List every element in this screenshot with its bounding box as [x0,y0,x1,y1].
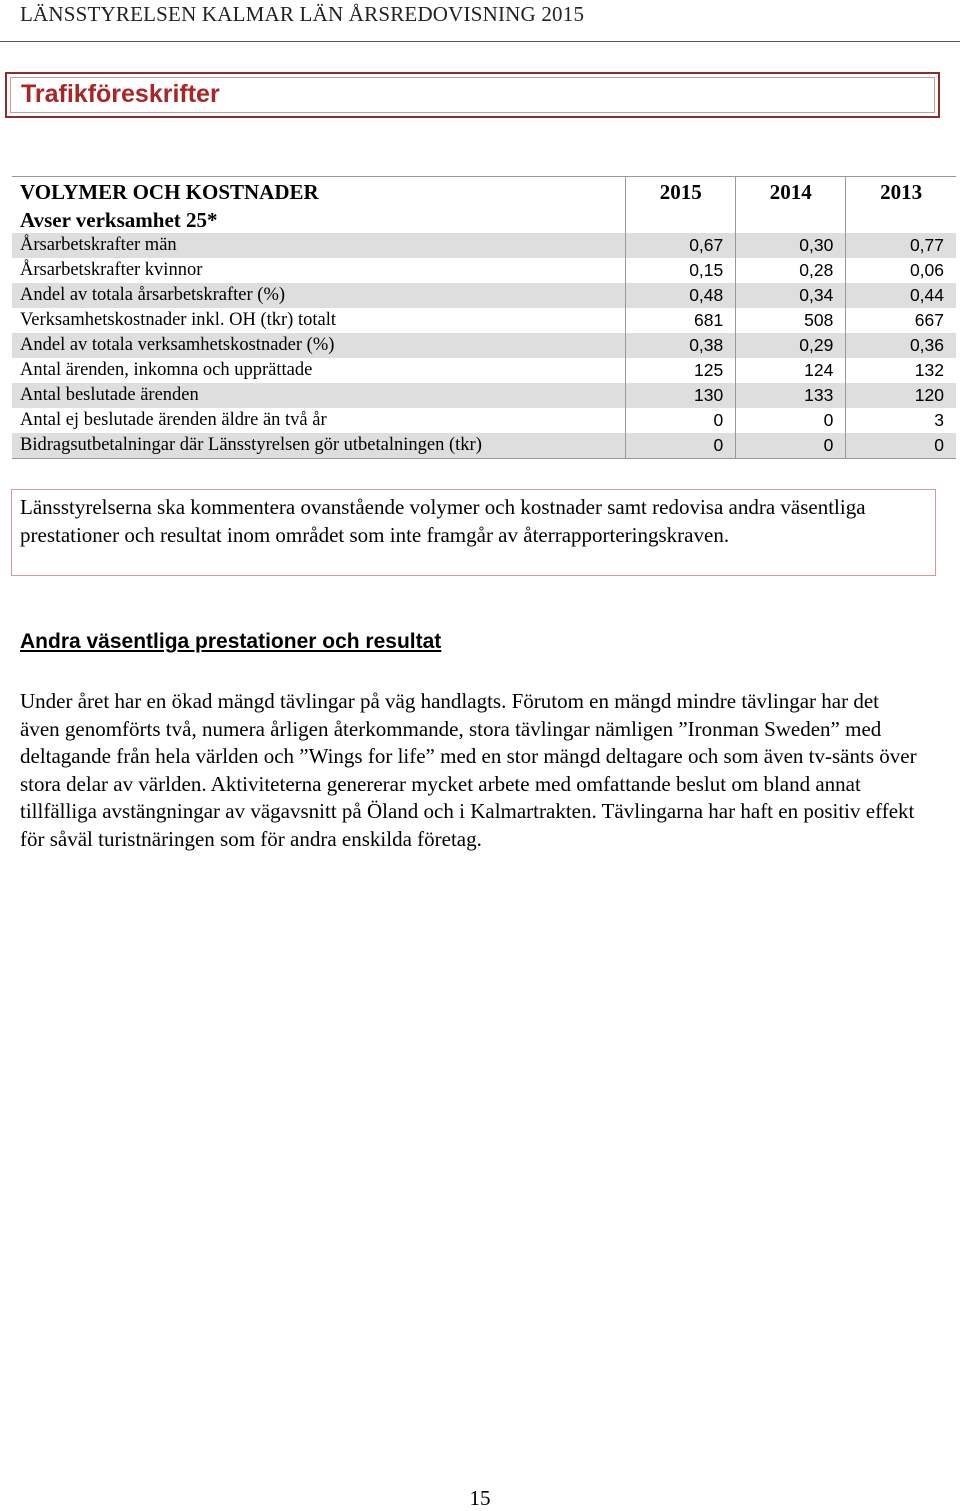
body-paragraph: Under året har en ökad mängd tävlingar på väg handlagts. Förutom en mängd mindre tävlingar har det även genomförts två, numera årligen återkommande, stora tävlingar nämligen ”Ironman Sweden” med deltagande från hela världen och ”Wings for life” med en stor mängd deltagare och som även tv-sänts över stora delar av världen. Aktiviteterna genererar mycket arbete med omfattande beslut om bland annat tillfälliga avstängningar av vägavsnitt på Öland och i Kalmartrakten. Tävlingarna har haft en positiv effekt för såväl turistnäringen som för andra enskilda företag. [20,689,917,851]
table-row [12,258,956,283]
row-label: Verksamhetskostnader inkl. OH (tkr) totalt [20,310,336,330]
cell-value: 124 [736,358,846,383]
row-label: Andel av totala årsarbetskrafter (%) [12,283,626,308]
running-header: LÄNSSTYRELSEN KALMAR LÄN ÅRSREDOVISNING 2015 [20,2,585,26]
row-label: Andel av totala verksamhetskostnader (%) [12,333,626,358]
cell-value: 0,34 [736,283,846,308]
row-label: Årsarbetskrafter kvinnor [20,260,203,280]
cell-value: 120 [846,383,956,408]
row-label: Årsarbetskrafter män [12,233,626,258]
table-subtitle: Avser verksamhet 25* [20,208,218,232]
table-row [12,333,956,358]
cell-value: 0,29 [736,333,846,358]
cell-value: 0 [736,408,846,433]
table-subheader-row [12,207,956,233]
row-label: Antal ej beslutade ärenden äldre än två år [20,410,327,430]
cell-value: 0,36 [846,333,956,358]
cell-value: 667 [846,308,956,333]
table-title: VOLYMER OCH KOSTNADER [12,177,626,208]
comment-box: Länsstyrelserna ska kommentera ovanstående volymer och kostnader samt redovisa andra väsentliga prestationer och resultat inom området som inte framgår av återrapporteringskraven. [11,489,936,576]
cell-value: 0,15 [626,258,736,283]
cell-value: 0,38 [626,333,736,358]
section-title: Trafikföreskrifter [21,80,220,108]
table-row [12,308,956,333]
table-row [12,233,956,258]
year-header: 2015 [626,177,736,208]
row-label: Bidragsutbetalningar där Länsstyrelsen gör utbetalningen (tkr) [12,433,626,459]
cell-value: 0 [626,433,736,459]
cell-value: 125 [626,358,736,383]
cell-value: 0,67 [626,233,736,258]
cell-value: 0,48 [626,283,736,308]
table-row [12,383,956,408]
cell-value: 0,06 [846,258,956,283]
table-row [12,408,956,433]
table-row [12,433,956,459]
row-label: Antal ärenden, inkomna och upprättade [20,360,313,380]
cell-value: 3 [846,408,956,433]
row-label: Antal beslutade ärenden [12,383,626,408]
year-header: 2013 [846,177,956,208]
subsection-heading: Andra väsentliga prestationer och resultat [20,630,442,653]
cell-value: 0,28 [736,258,846,283]
cell-value: 0,30 [736,233,846,258]
table-row [12,358,956,383]
cell-value: 133 [736,383,846,408]
table-row [12,283,956,308]
volumes-costs-table [12,176,956,459]
page-number: 15 [469,1486,491,1510]
cell-value: 132 [846,358,956,383]
year-header: 2014 [736,177,846,208]
cell-value: 0 [736,433,846,459]
header-rule [0,41,960,42]
cell-value: 508 [736,308,846,333]
cell-value: 0,77 [846,233,956,258]
table-header-row [12,177,956,208]
cell-value: 130 [626,383,736,408]
section-title-box [5,72,940,118]
cell-value: 0 [846,433,956,459]
cell-value: 0,44 [846,283,956,308]
cell-value: 0 [626,408,736,433]
cell-value: 681 [626,308,736,333]
